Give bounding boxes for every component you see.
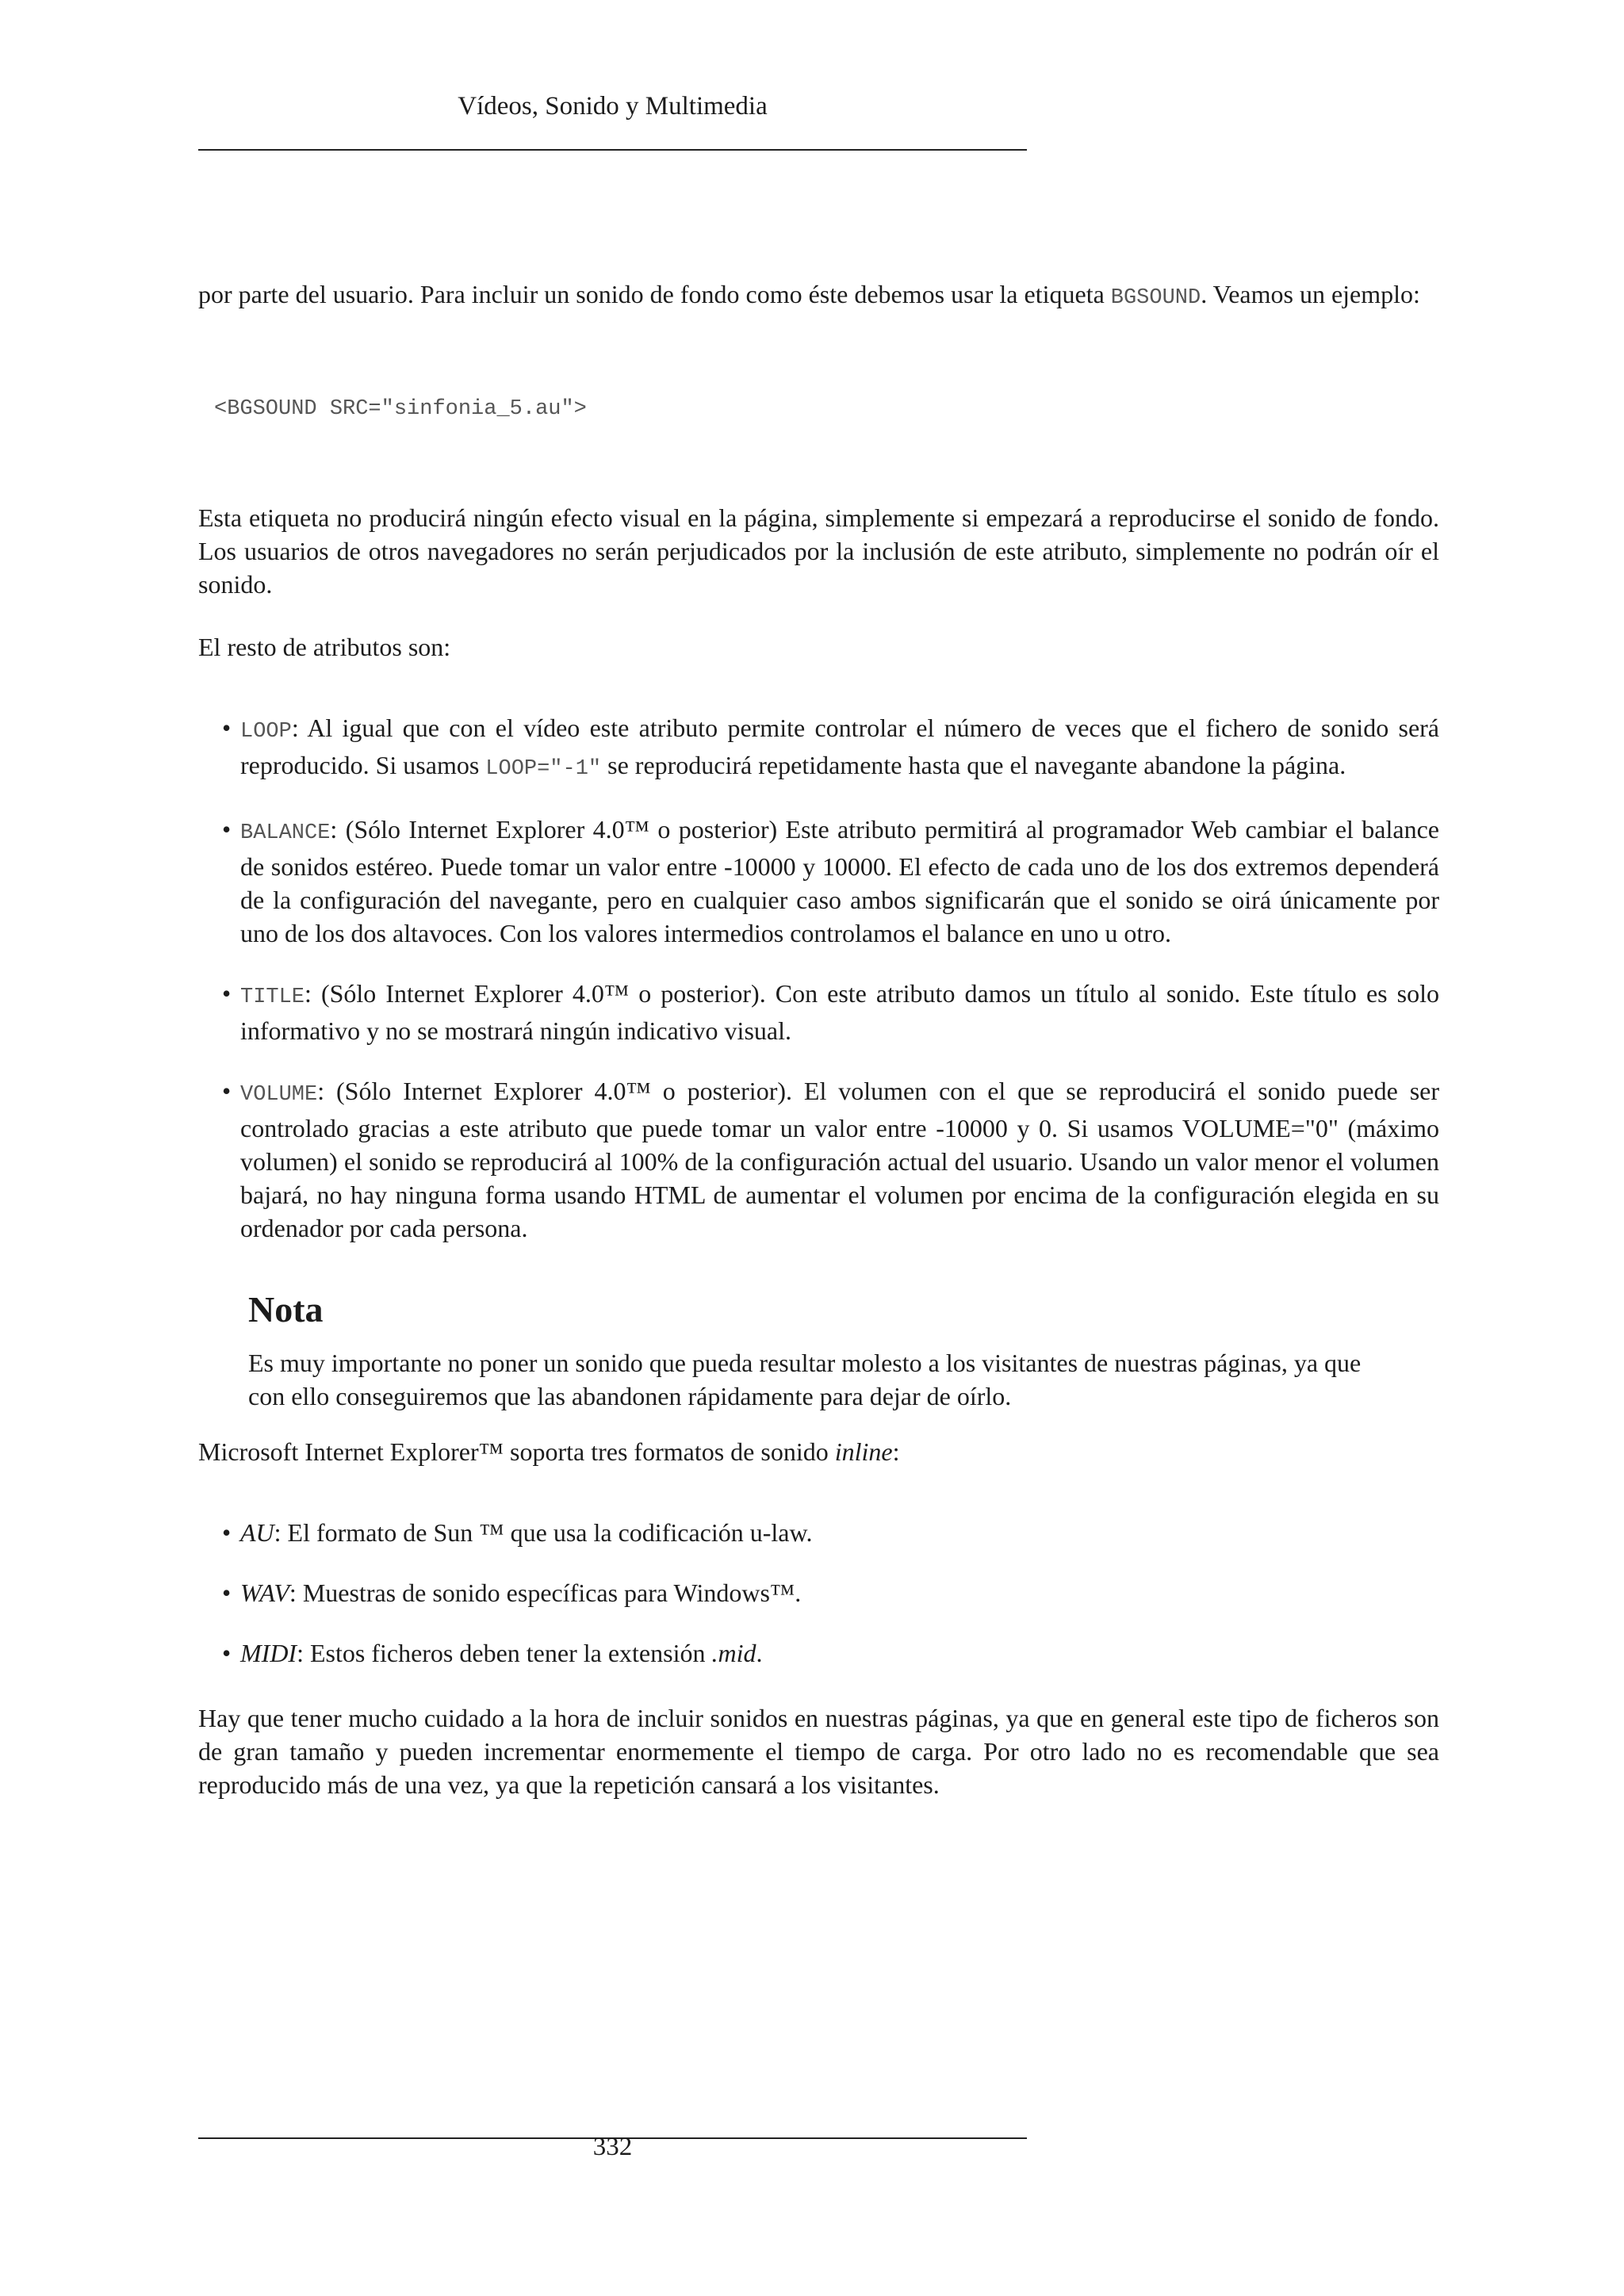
formats-intro-emphasis: inline: [834, 1437, 893, 1466]
attribute-text: : Al igual que con el vídeo este atributo permite controlar el número de veces que el fichero de sonido será reproducido. Si usamos: [240, 714, 1439, 779]
attribute-name: VOLUME: [240, 1083, 318, 1107]
format-tail: .: [756, 1639, 763, 1667]
attribute-code: LOOP="-1": [485, 757, 602, 781]
attribute-name: LOOP: [240, 720, 292, 744]
attribute-list: [198, 711, 1439, 1245]
note-title: Nota: [248, 1289, 324, 1330]
attribute-name: TITLE: [240, 985, 305, 1009]
note-text: Es muy importante no poner un sonido que pueda resultar molesto a los visitantes de nuestras páginas, ya que con ello conseguiremos que las abandonen rápidamente para dejar de oírlo.: [248, 1349, 1362, 1410]
intro-tag-code: BGSOUND: [1110, 286, 1201, 310]
list-item-volume: [222, 1074, 1439, 1245]
code-example: <BGSOUND SRC="sinfonia_5.au">: [214, 397, 587, 421]
list-item-loop: [222, 711, 1439, 786]
formats-intro-text-after: :: [892, 1437, 900, 1466]
format-text: : El formato de Sun ™ que usa la codificación u-law.: [274, 1518, 813, 1547]
format-list: [198, 1516, 1439, 1670]
attribute-text: : (Sólo Internet Explorer 4.0™ o posterior). Con este atributo damos un título al sonido. Este título es solo informativo y no se mostrará ningún indicativo visual.: [240, 979, 1439, 1045]
attribute-name: BALANCE: [240, 821, 331, 845]
header-rule: [198, 149, 1027, 151]
description-paragraph: Esta etiqueta no producirá ningún efecto visual en la página, simplemente si empezará a reproducirse el sonido de fondo. Los usuarios de otros navegadores no serán perjudicados por la inclusión de este atributo, simplemente no podrán oír el sonido.: [198, 503, 1439, 599]
format-extension: .mid: [711, 1639, 756, 1667]
note-box: [248, 1288, 1390, 1413]
list-item-title: [222, 977, 1439, 1047]
list-item-balance: [222, 813, 1439, 950]
page-number: 332: [592, 2133, 633, 2161]
format-text: : Muestras de sonido específicas para Windows™.: [289, 1578, 802, 1607]
running-header: Vídeos, Sonido y Multimedia: [458, 92, 768, 121]
rest-intro-paragraph: El resto de atributos son:: [198, 633, 451, 661]
formats-intro-text-before: Microsoft Internet Explorer™ soporta tres formatos de sonido: [198, 1437, 835, 1466]
list-item-au: [222, 1516, 1439, 1549]
attribute-text: : (Sólo Internet Explorer 4.0™ o posterior) Este atributo permitirá al programador Web cambiar el balance de sonidos estéreo. Puede tomar un valor entre -10000 y 10000. El efecto de cada uno de los dos extremos dependerá de la configuración del navegante, pero en cualquier caso ambos significarán que el sonido se oirá únicamente por uno de los dos altavoces. Con los valores intermedios controlamos el balance en uno u otro.: [240, 815, 1439, 947]
list-item-wav: [222, 1576, 1439, 1609]
attribute-text: se reproducirá repetidamente hasta que el navegante abandone la página.: [601, 751, 1346, 779]
list-item-midi: [222, 1636, 1439, 1670]
format-name: MIDI: [240, 1639, 297, 1667]
attribute-text: : (Sólo Internet Explorer 4.0™ o posterior). El volumen con el que se reproducirá el sonido puede ser controlado gracias a este atributo que puede tomar un valor entre -10000 y 0. Si usamos VOLUME="0" (máximo volumen) el sonido se reproducirá al 100% de la configuración actual del usuario. Usando un valor menor el volumen bajará, no hay ninguna forma usando HTML de aumentar el volumen por encima de la configuración elegida en su ordenador por cada persona.: [240, 1077, 1439, 1242]
intro-text-after: . Veamos un ejemplo:: [1201, 280, 1420, 308]
intro-paragraph: [198, 277, 1439, 315]
intro-text-before: por parte del usuario. Para incluir un sonido de fondo como éste debemos usar la etiqueta: [198, 280, 1111, 308]
format-name: AU: [240, 1518, 274, 1547]
format-name: WAV: [240, 1578, 289, 1607]
closing-paragraph: Hay que tener mucho cuidado a la hora de incluir sonidos en nuestras páginas, ya que en general este tipo de ficheros son de gran tamaño y pueden incrementar enormemente el tiempo de carga. Por otro lado no es recomendable que sea reproducido más de una vez, ya que la repetición cansará a los visitantes.: [198, 1704, 1439, 1799]
formats-intro-paragraph: [198, 1435, 1439, 1468]
page-content: [198, 277, 1439, 1801]
format-text: : Estos ficheros deben tener la extensión: [297, 1639, 712, 1667]
